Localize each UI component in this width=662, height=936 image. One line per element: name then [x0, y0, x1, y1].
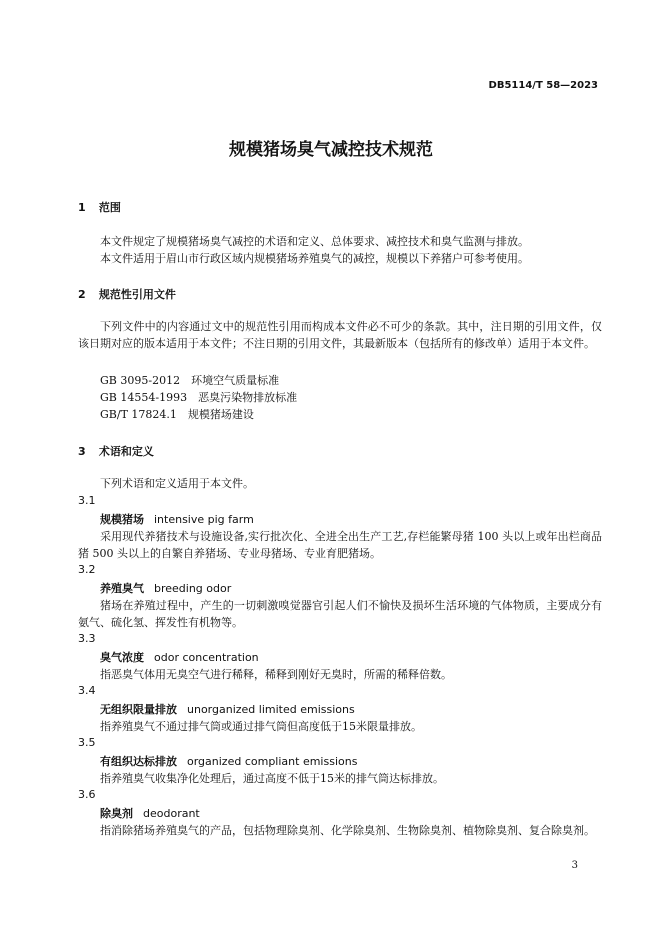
term-chinese: 养殖臭气 [100, 582, 144, 595]
term-chinese: 有组织达标排放 [100, 755, 177, 768]
term-english: deodorant [143, 807, 200, 820]
page-number: 3 [571, 860, 578, 871]
term-heading [100, 580, 231, 596]
reference-item: GB 3095-2012 环境空气质量标准 [100, 374, 280, 387]
term-heading [100, 511, 254, 527]
paragraph: 下列术语和定义适用于本文件。 [100, 477, 254, 490]
term-definition: 指消除猪场养殖臭气的产品，包括物理除臭剂、化学除臭剂、生物除臭剂、植物除臭剂、复合除臭剂。 [100, 824, 595, 837]
term-heading [100, 649, 259, 665]
term-english: unorganized limited emissions [187, 703, 355, 716]
section-heading-scope [78, 199, 121, 215]
term-english: intensive pig farm [154, 513, 254, 526]
term-english: organized compliant emissions [187, 755, 358, 768]
term-english: breeding odor [154, 582, 232, 595]
section-number: 3 [78, 445, 86, 458]
term-definition: 指恶臭气体用无臭空气进行稀释，稀释到刚好无臭时，所需的稀释倍数。 [100, 668, 452, 681]
section-number: 2 [78, 288, 86, 301]
clause-number: 3.1 [78, 494, 96, 507]
term-chinese: 臭气浓度 [100, 651, 144, 664]
term-definition: 采用现代养猪技术与设施设备,实行批次化、全进全出生产工艺,存栏能繁母猪 100 头以上或年出栏商品猪 500 头以上的自繁自养猪场、专业母猪场、专业育肥猪场。 [78, 530, 602, 560]
section-title: 范围 [98, 201, 121, 214]
clause-number: 3.2 [78, 563, 96, 576]
section-number: 1 [78, 201, 86, 214]
section-heading-normative [78, 286, 176, 302]
reference-item: GB/T 17824.1 规模猪场建设 [100, 408, 254, 421]
paragraph: 本文件适用于眉山市行政区域内规模猪场养殖臭气的减控，规模以下养猪户可参考使用。 [100, 252, 529, 265]
term-chinese: 无组织限量排放 [100, 703, 177, 716]
document-number: DB5114/T 58—2023 [488, 80, 598, 91]
section-title: 术语和定义 [98, 445, 154, 458]
paragraph: 本文件规定了规模猪场臭气减控的术语和定义、总体要求、减控技术和臭气监测与排放。 [100, 235, 529, 248]
clause-number: 3.6 [78, 788, 96, 801]
term-english: odor concentration [154, 651, 259, 664]
term-chinese: 规模猪场 [100, 513, 144, 526]
term-definition: 猪场在养殖过程中，产生的一切刺激嗅觉器官引起人们不愉快及损坏生活环境的气体物质，主要成分有氨气、硫化氢、挥发性有机物等。 [78, 599, 602, 629]
term-definition: 指养殖臭气收集净化处理后，通过高度不低于15米的排气筒达标排放。 [100, 772, 444, 785]
term-heading [100, 753, 357, 769]
section-title: 规范性引用文件 [98, 288, 176, 301]
clause-number: 3.4 [78, 684, 96, 697]
paragraph: 下列文件中的内容通过文中的规范性引用而构成本文件必不可少的条款。其中，注日期的引用文件，仅该日期对应的版本适用于本文件；不注日期的引用文件，其最新版本（包括所有的修改单）适用于本文件。 [78, 320, 602, 350]
reference-item: GB 14554-1993 恶臭污染物排放标准 [100, 391, 298, 404]
term-chinese: 除臭剂 [100, 807, 133, 820]
term-heading [100, 701, 355, 717]
term-heading [100, 805, 200, 821]
page-title: 规模猪场臭气减控技术规范 [229, 140, 433, 160]
clause-number: 3.5 [78, 736, 96, 749]
clause-number: 3.3 [78, 632, 96, 645]
term-definition: 指养殖臭气不通过排气筒或通过排气筒但高度低于15米限量排放。 [100, 720, 422, 733]
section-heading-terms [78, 443, 154, 459]
